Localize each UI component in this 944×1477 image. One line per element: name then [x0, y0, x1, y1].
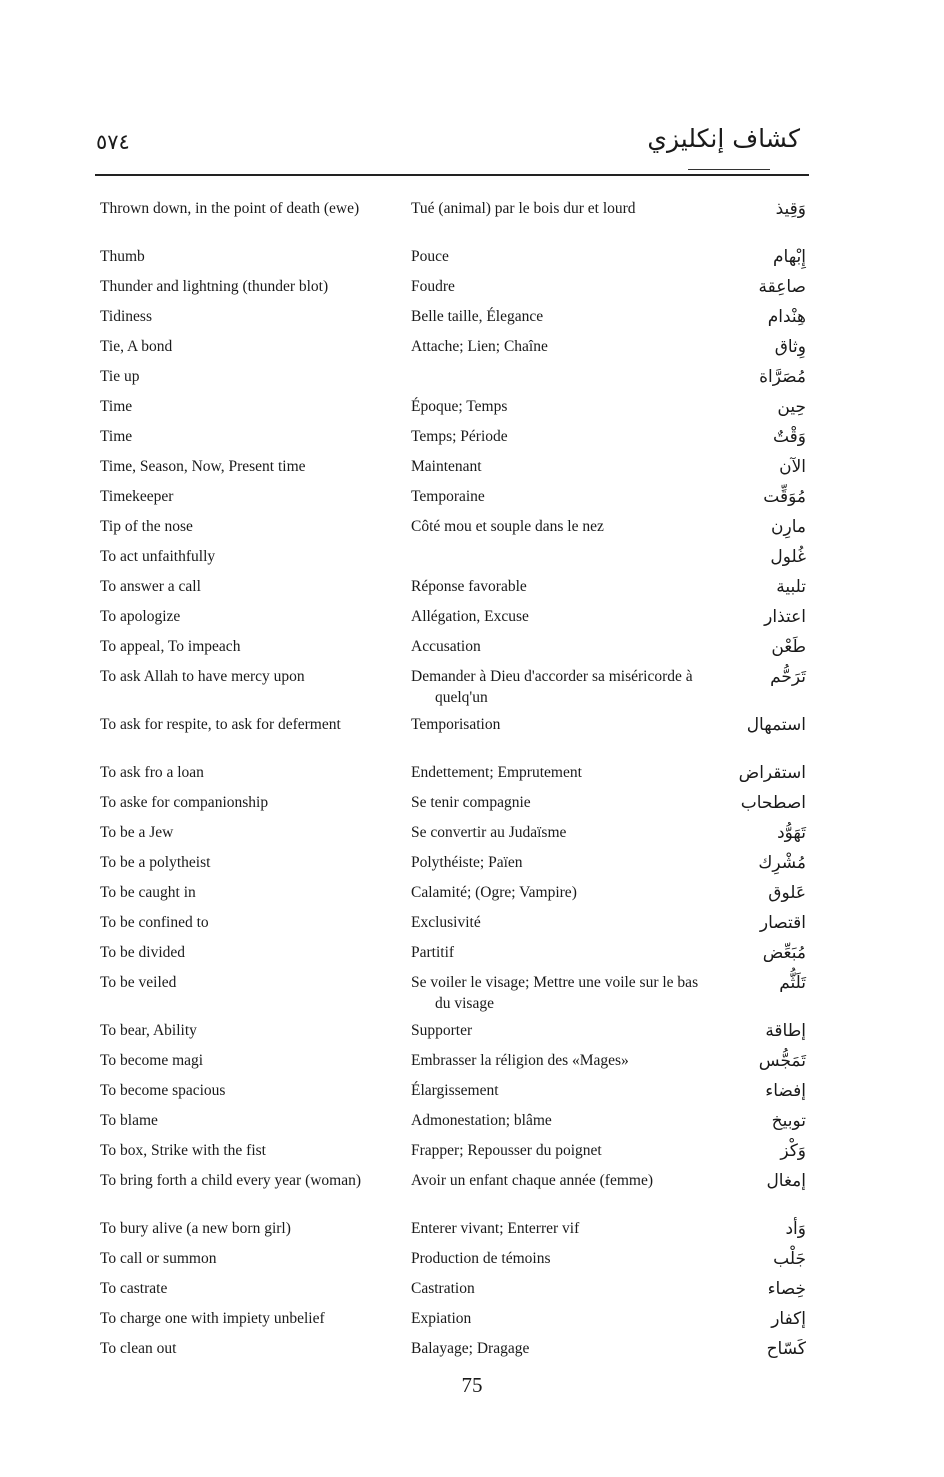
- entry-arabic: الآن: [779, 457, 806, 477]
- entry-english: Tie up: [100, 368, 140, 385]
- entry-arabic: كَسّاح: [766, 1339, 806, 1359]
- entry-french: Belle taille, Élegance: [411, 308, 544, 325]
- entry-english: To box, Strike with the fist: [100, 1142, 266, 1159]
- entry-arabic: تَمَجُّس: [758, 1051, 806, 1071]
- entry-row: [100, 1278, 810, 1308]
- header-rule: [95, 174, 809, 176]
- entry-arabic: مُوَقِّت: [763, 487, 806, 507]
- entry-arabic: استقراض: [738, 763, 806, 783]
- entry-row: [100, 912, 810, 942]
- entry-english: To bear, Ability: [100, 1022, 197, 1039]
- entry-arabic: إِبْهام: [773, 247, 806, 267]
- entry-arabic: وِثاق: [774, 337, 806, 357]
- entry-arabic: غُلول: [770, 547, 806, 567]
- entry-french: Endettement; Emprutement: [411, 764, 582, 781]
- entry-row: [100, 1110, 810, 1140]
- entry-arabic: حِين: [777, 397, 806, 417]
- entry-arabic: مُبَعِّض: [762, 943, 806, 963]
- entry-french: Attache; Lien; Chaîne: [411, 338, 548, 355]
- entry-french: Se tenir compagnie: [411, 794, 531, 811]
- entry-french: Balayage; Dragage: [411, 1340, 530, 1357]
- entry-arabic: إكفار: [771, 1309, 806, 1329]
- entry-english: To aske for companionship: [100, 794, 269, 811]
- entry-french: Allégation, Excuse: [411, 608, 529, 625]
- entry-row: [100, 576, 810, 606]
- entry-english: To bring forth a child every year (woman): [100, 1172, 362, 1189]
- entry-french: Exclusivité: [411, 914, 481, 931]
- entry-english: Time, Season, Now, Present time: [100, 458, 306, 475]
- entry-row: [100, 882, 810, 912]
- entry-row: [100, 396, 810, 426]
- entry-row: [100, 426, 810, 456]
- entry-arabic: تَهَوُّد: [777, 823, 806, 843]
- entry-french: Enterer vivant; Enterrer vif: [411, 1220, 580, 1237]
- entry-arabic: اصطحاب: [740, 793, 806, 813]
- entry-row: [100, 792, 810, 822]
- entry-english: To ask fro a loan: [100, 764, 204, 781]
- entry-english: Thunder and lightning (thunder blot): [100, 278, 329, 295]
- entry-arabic: عَلوق: [768, 883, 806, 903]
- entry-french: Admonestation; blâme: [411, 1112, 552, 1129]
- entry-french: Supporter: [411, 1022, 473, 1039]
- entry-row: [100, 1020, 810, 1050]
- entry-english: To charge one with impiety unbelief: [100, 1310, 325, 1327]
- page-number: 75: [461, 1373, 483, 1397]
- entry-english: Tie, A bond: [100, 338, 173, 355]
- entry-row: [100, 1218, 810, 1248]
- entry-arabic: وَأد: [785, 1219, 806, 1239]
- entry-french: Temps; Période: [411, 428, 508, 445]
- header-rule-short: [688, 169, 770, 170]
- entry-row: [100, 852, 810, 882]
- entry-arabic: إفضاء: [765, 1081, 806, 1101]
- entry-english: To answer a call: [100, 578, 201, 595]
- entry-row: [100, 972, 810, 1020]
- entry-arabic: إمغال: [766, 1171, 806, 1191]
- entry-row: [100, 456, 810, 486]
- entry-arabic: مُشْرِك: [758, 853, 806, 873]
- entry-french: Temporaine: [411, 488, 485, 505]
- entry-french: Maintenant: [411, 458, 482, 475]
- entry-french: Embrasser la réligion des «Mages»: [411, 1052, 629, 1069]
- entry-english: Tidiness: [100, 308, 152, 325]
- entry-french: Demander à Dieu d'accorder sa miséricorde à quelq'un: [411, 668, 693, 706]
- entry-french: Tué (animal) par le bois dur et lourd: [411, 200, 636, 217]
- entry-french: Temporisation: [411, 716, 501, 733]
- entry-french: Réponse favorable: [411, 578, 527, 595]
- entry-arabic: استمهال: [746, 715, 806, 735]
- entry-french: Se convertir au Judaïsme: [411, 824, 567, 841]
- entry-french: Élargissement: [411, 1082, 499, 1099]
- entry-english: To be confined to: [100, 914, 209, 931]
- entry-arabic: تَرَحُّم: [770, 667, 806, 687]
- entry-row: [100, 486, 810, 516]
- page-number-arabic: ٥٧٤: [96, 130, 130, 154]
- entry-row: [100, 1140, 810, 1170]
- entry-english: Thumb: [100, 248, 145, 265]
- entry-french: Calamité; (Ogre; Vampire): [411, 884, 577, 901]
- entry-french: Pouce: [411, 248, 449, 265]
- entry-english: Tip of the nose: [100, 518, 193, 535]
- entry-french: Production de témoins: [411, 1250, 551, 1267]
- entry-row: [100, 198, 810, 246]
- entry-arabic: مُصَرَّاة: [759, 367, 806, 387]
- entry-english: Time: [100, 398, 133, 415]
- entry-french: Foudre: [411, 278, 455, 295]
- entry-arabic: اعتذار: [764, 607, 806, 627]
- running-title: كشاف إنكليزي: [647, 124, 800, 153]
- entry-arabic: توبيخ: [771, 1111, 806, 1131]
- entry-english: To clean out: [100, 1340, 177, 1357]
- entry-arabic: جَلْب: [773, 1249, 806, 1269]
- entry-row: [100, 606, 810, 636]
- entry-row: [100, 336, 810, 366]
- entry-arabic: اقتصار: [759, 913, 806, 933]
- entry-english: To call or summon: [100, 1250, 217, 1267]
- entry-english: To act unfaithfully: [100, 548, 216, 565]
- entry-english: To be veiled: [100, 974, 177, 991]
- entry-english: To become magi: [100, 1052, 204, 1069]
- entry-english: Timekeeper: [100, 488, 174, 505]
- entry-french: Frapper; Repousser du poignet: [411, 1142, 602, 1159]
- entry-row: [100, 1248, 810, 1278]
- entry-row: [100, 1080, 810, 1110]
- entry-row: [100, 714, 810, 762]
- entry-english: To blame: [100, 1112, 158, 1129]
- entry-row: [100, 1308, 810, 1338]
- entry-french: Polythéiste; Païen: [411, 854, 523, 871]
- entry-row: [100, 276, 810, 306]
- entry-arabic: إطاقة: [765, 1021, 806, 1041]
- entry-english: To appeal, To impeach: [100, 638, 241, 655]
- entry-row: [100, 1170, 810, 1218]
- entry-french: Avoir un enfant chaque année (femme): [411, 1172, 653, 1189]
- entry-row: [100, 246, 810, 276]
- entry-arabic: تَلَثُّم: [779, 973, 806, 993]
- entry-english: To apologize: [100, 608, 181, 625]
- entry-row: [100, 762, 810, 792]
- entry-english: Thrown down, in the point of death (ewe): [100, 200, 360, 217]
- entry-row: [100, 366, 810, 396]
- entry-english: To be divided: [100, 944, 186, 961]
- entry-english: To be caught in: [100, 884, 196, 901]
- entry-french: Côté mou et souple dans le nez: [411, 518, 604, 535]
- entry-row: [100, 306, 810, 336]
- entry-french: Partitif: [411, 944, 455, 961]
- entry-row: [100, 636, 810, 666]
- entry-arabic: تلبية: [776, 577, 806, 597]
- entry-english: To ask for respite, to ask for deferment: [100, 716, 341, 733]
- entry-english: To castrate: [100, 1280, 168, 1297]
- entry-french: Expiation: [411, 1310, 472, 1327]
- glossary-entries: [100, 198, 810, 1368]
- entry-row: [100, 666, 810, 714]
- entry-arabic: وَكْز: [780, 1141, 806, 1161]
- entry-row: [100, 516, 810, 546]
- entry-arabic: صاعِقة: [758, 277, 806, 297]
- entry-arabic: هِنْدام: [767, 307, 806, 327]
- entry-english: To be a polytheist: [100, 854, 211, 871]
- entry-arabic: وَقِيذ: [775, 199, 806, 219]
- entry-english: To be a Jew: [100, 824, 174, 841]
- entry-english: To bury alive (a new born girl): [100, 1220, 291, 1237]
- entry-arabic: وَقْتٌ: [772, 427, 806, 447]
- entry-row: [100, 1050, 810, 1080]
- entry-english: To become spacious: [100, 1082, 226, 1099]
- entry-french: Castration: [411, 1280, 475, 1297]
- entry-french: Accusation: [411, 638, 481, 655]
- entry-row: [100, 942, 810, 972]
- entry-arabic: مارِن: [771, 517, 806, 537]
- entry-arabic: طَعْن: [771, 637, 806, 657]
- entry-row: [100, 822, 810, 852]
- entry-french: Époque; Temps: [411, 398, 508, 415]
- entry-row: [100, 546, 810, 576]
- entry-arabic: خِصاء: [767, 1279, 806, 1299]
- entry-row: [100, 1338, 810, 1368]
- entry-english: Time: [100, 428, 133, 445]
- entry-french: Se voiler le visage; Mettre une voile sur le bas du visage: [411, 974, 699, 1012]
- entry-english: To ask Allah to have mercy upon: [100, 668, 305, 685]
